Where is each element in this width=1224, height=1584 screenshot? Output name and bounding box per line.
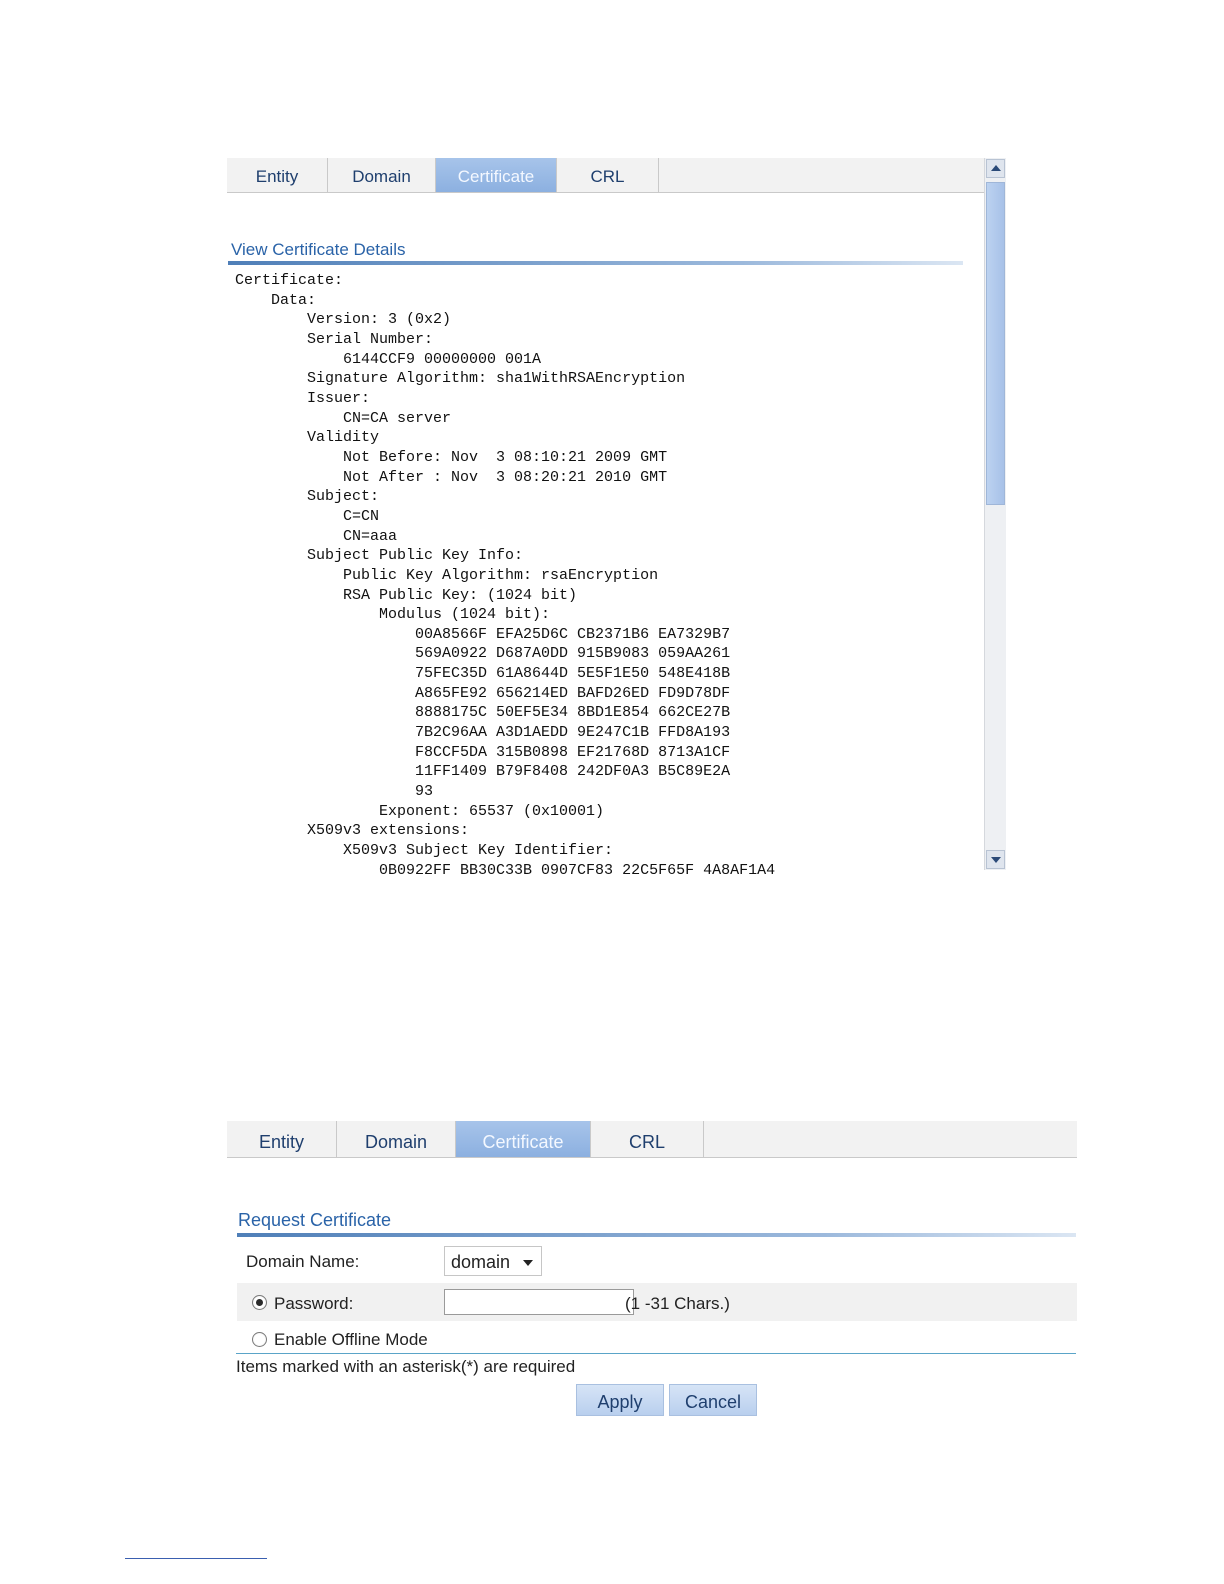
tab-domain[interactable]: Domain <box>328 158 436 192</box>
scrollbar-thumb[interactable] <box>986 182 1005 505</box>
tab-certificate[interactable]: Certificate <box>436 158 557 192</box>
apply-button[interactable]: Apply <box>576 1384 664 1416</box>
password-radio[interactable] <box>252 1295 267 1310</box>
title-rule <box>228 261 963 265</box>
section-title: Request Certificate <box>238 1210 392 1230</box>
password-hint: (1 -31 Chars.) <box>625 1294 730 1313</box>
scroll-down-button[interactable] <box>986 850 1005 869</box>
domain-name-label: Domain Name: <box>246 1252 360 1271</box>
domain-name-row <box>237 1245 1077 1279</box>
domain-select-value: domain <box>451 1252 511 1272</box>
arrow-up-icon <box>991 165 1001 171</box>
request-certificate-panel <box>227 1121 1077 1421</box>
footnote-separator <box>125 1558 267 1559</box>
tab-certificate[interactable]: Certificate <box>456 1121 591 1157</box>
password-row <box>237 1283 1077 1321</box>
cancel-button[interactable]: Cancel <box>669 1384 757 1416</box>
tab-crl[interactable]: CRL <box>591 1121 704 1157</box>
password-label: Password: <box>274 1294 354 1313</box>
tab-bar <box>227 1121 1077 1158</box>
arrow-down-icon <box>991 857 1001 863</box>
tab-bar <box>227 158 984 193</box>
password-input[interactable] <box>444 1289 634 1315</box>
form-divider <box>236 1353 1076 1354</box>
domain-select[interactable] <box>444 1246 542 1276</box>
title-rule <box>237 1233 1076 1237</box>
tab-entity[interactable]: Entity <box>227 1121 337 1157</box>
certificate-details-text: Certificate: Data: Version: 3 (0x2) Serial Number: 6144CCF9 00000000 001A Signature Algorithm: sha1WithRSAEncryption Issuer: CN=CA server Validity Not Before: Nov 3 08:10:21 2009 GMT Not After : Nov 3 08:20:21 2010 GMT Subject: C=CN CN=aaa Subject Public Key Info: Public Key Algorithm: rsaEncryption RSA Public Key: (1024 bit) Modulus (1024 bit): 00A8566F EFA25D6C CB2371B6 EA7329B7 569A0922 D687A0DD 915B9083 059AA261 75FEC35D 61A8644D 5E5F1E50 548E418B A865FE92 656214ED BAFD26ED FD9D78DF 8888175C 50EF5E34 8BD1E854 662CE27B 7B2C96AA A3D1AEDD 9E247C1B FFD8A193 F8CCF5DA 315B0898 EF21768D 8713A1CF 11FF1409 B79F8408 242DF0A3 B5C89E2A 93 Exponent: 65537 (0x10001) X509v3 extensions: X509v3 Subject Key Identifier: 0B0922FF BB30C33B 0907CF83 22C5F65F 4A8AF1A4 <box>235 272 776 879</box>
tab-crl[interactable]: CRL <box>557 158 659 192</box>
view-certificate-panel <box>227 158 1007 879</box>
tab-domain[interactable]: Domain <box>337 1121 456 1157</box>
scroll-up-button[interactable] <box>986 159 1005 178</box>
section-title: View Certificate Details <box>231 240 406 259</box>
chevron-down-icon <box>523 1260 533 1266</box>
required-note: Items marked with an asterisk(*) are required <box>236 1357 576 1376</box>
offline-mode-row <box>237 1326 1077 1352</box>
tab-entity[interactable]: Entity <box>227 158 328 192</box>
vertical-scrollbar[interactable] <box>984 158 1006 870</box>
offline-mode-radio[interactable] <box>252 1332 267 1347</box>
offline-mode-label: Enable Offline Mode <box>274 1330 428 1349</box>
